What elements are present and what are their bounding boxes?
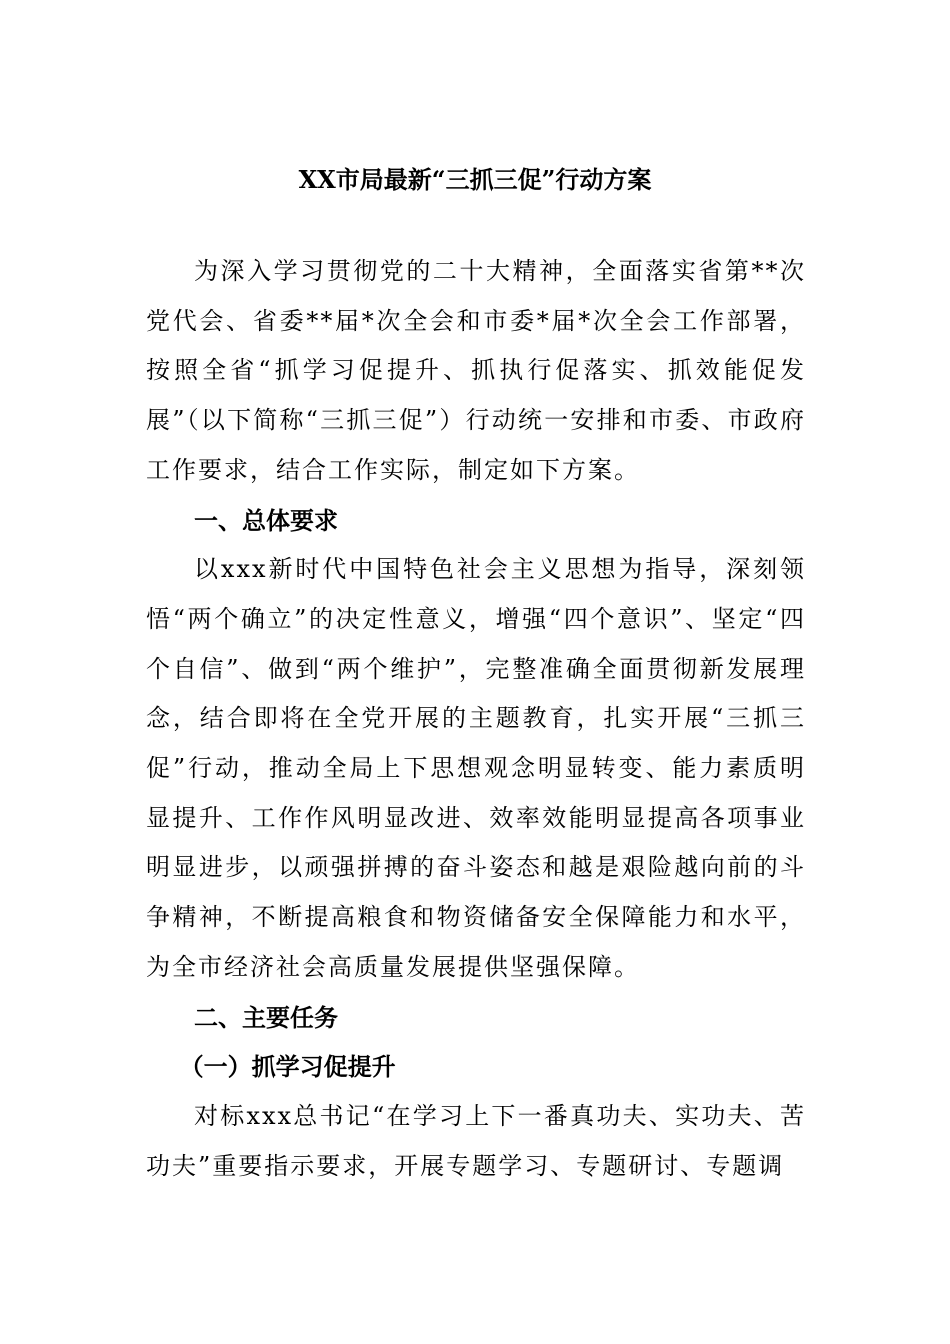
subsection-heading-study-promotion: （一）抓学习促提升 (179, 1052, 396, 1082)
document-body (146, 247, 806, 1191)
section-heading-main-tasks: 二、主要任务 (194, 1002, 338, 1032)
section-heading-overall-requirements: 一、总体要求 (194, 505, 338, 535)
intro-paragraph: 为深入学习贯彻党的二十大精神，全面落实省第**次党代会、省委**届*次全会和市委*届*次全会工作部署，按照全省“抓学习促提升、抓执行促落实、抓效能促发展”（以下简称“三抓三促”）行动统一安排和市委、市政府工作要求，结合工作实际，制定如下方案。 (146, 257, 806, 484)
study-promotion-paragraph: 对标xxx总书记“在学习上下一番真功夫、实功夫、苦功夫”重要指示要求，开展专题学习、专题研讨、专题调 (146, 1101, 806, 1180)
document-title: XX市局最新“三抓三促”行动方案 (298, 165, 652, 194)
overall-requirements-paragraph: 以xxx新时代中国特色社会主义思想为指导，深刻领悟“两个确立”的决定性意义，增强“四个意识”、坚定“四个自信”、做到“两个维护”，完整准确全面贯彻新发展理念，结合即将在全党开展的主题教育，扎实开展“三抓三促”行动，推动全局上下思想观念明显转变、能力素质明显提升、工作作风明显改进、效率效能明显提高各项事业明显进步，以顽强拼搏的奋斗姿态和越是艰险越向前的斗争精神，不断提高粮食和物资储备安全保障能力和水平，为全市经济社会高质量发展提供坚强保障。 (146, 555, 806, 981)
